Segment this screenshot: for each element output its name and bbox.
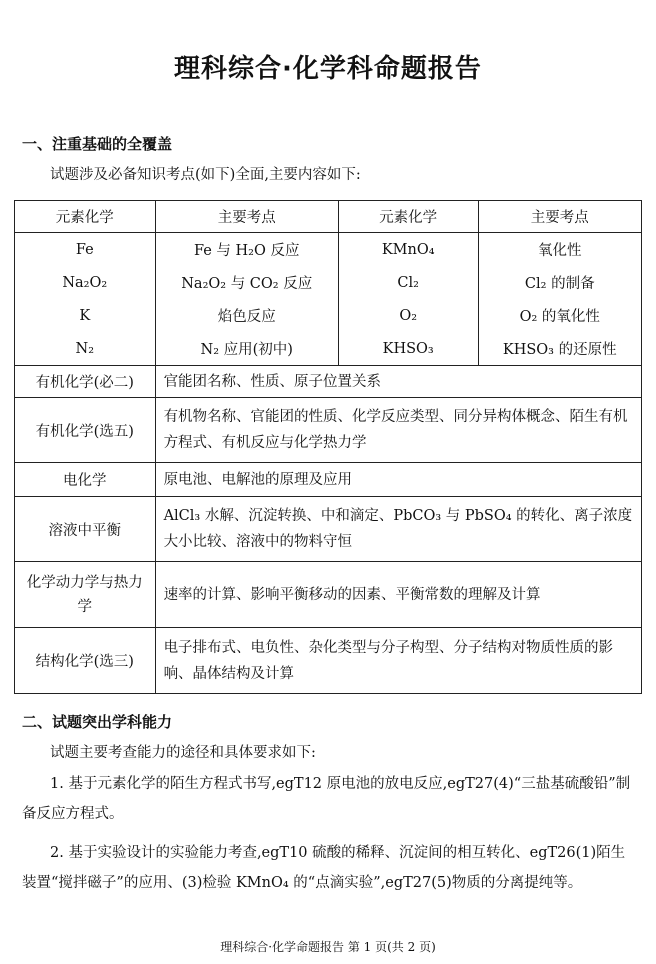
table-row	[15, 299, 642, 332]
ability-item-1: 1. 基于元素化学的陌生方程式书写,egT12 原电池的放电反应,egT27(4)“三盐基硫酸铅”制备反应方程式。	[22, 776, 631, 822]
topic-cell: 电化学	[15, 463, 156, 497]
table-cell: Cl₂ 的制备	[478, 266, 642, 299]
header-cell: 元素化学	[15, 201, 156, 233]
header-cell: 主要考点	[478, 201, 642, 233]
desc-cell: 电子排布式、电负性、杂化类型与分子构型、分子结构对物质性质的影响、晶体结构及计算	[155, 628, 641, 694]
table-row	[15, 266, 642, 299]
exam-topic-table	[14, 200, 642, 694]
desc-cell: AlCl₃ 水解、沉淀转换、中和滴定、PbCO₃ 与 PbSO₄ 的转化、离子浓度大小比较、溶液中的物料守恒	[155, 497, 641, 562]
table-cell: O₂	[338, 299, 478, 332]
table-cell: Cl₂	[338, 266, 478, 299]
topic-cell: 有机化学(选五)	[15, 398, 156, 463]
table-row	[15, 562, 642, 628]
topic-cell: 溶液中平衡	[15, 497, 156, 562]
table-header-row	[15, 201, 642, 233]
table-cell: Fe	[15, 233, 156, 267]
header-cell: 元素化学	[338, 201, 478, 233]
table-cell: KHSO₃ 的还原性	[478, 332, 642, 366]
table-row	[15, 463, 642, 497]
table-cell: O₂ 的氧化性	[478, 299, 642, 332]
desc-cell: 有机物名称、官能团的性质、化学反应类型、同分异构体概念、陌生有机方程式、有机反应与化学热力学	[155, 398, 641, 463]
table-cell: 焰色反应	[155, 299, 338, 332]
desc-cell: 原电池、电解池的原理及应用	[155, 463, 641, 497]
ability-item-2: 2. 基于实验设计的实验能力考查,egT10 硫酸的稀释、沉淀间的相互转化、egT26(1)陌生装置“搅拌磁子”的应用、(3)检验 KMnO₄ 的“点滴实验”,egT27(5)物质的分离提纯等。	[22, 845, 626, 891]
table-cell: Na₂O₂	[15, 266, 156, 299]
table-row	[15, 628, 642, 694]
section1-heading: 一、注重基础的全覆盖	[22, 135, 173, 153]
topic-cell: 结构化学(选三)	[15, 628, 156, 694]
table-cell: K	[15, 299, 156, 332]
section2-intro: 试题主要考查能力的途径和具体要求如下:	[50, 745, 316, 761]
table-row	[15, 366, 642, 398]
desc-cell: 官能团名称、性质、原子位置关系	[155, 366, 641, 398]
table-cell: 氧化性	[478, 233, 642, 267]
table-row	[15, 233, 642, 267]
page-footer: 理科综合·化学命题报告 第 1 页(共 2 页)	[220, 940, 436, 954]
table-row	[15, 497, 642, 562]
table-cell: Na₂O₂ 与 CO₂ 反应	[155, 266, 338, 299]
topic-cell: 有机化学(必二)	[15, 366, 156, 398]
table-cell: Fe 与 H₂O 反应	[155, 233, 338, 267]
header-cell: 主要考点	[155, 201, 338, 233]
table-row	[15, 398, 642, 463]
table-cell: N₂	[15, 332, 156, 366]
page-title: 理科综合·化学科命题报告	[174, 54, 482, 84]
topic-cell: 化学动力学与热力学	[15, 562, 156, 628]
desc-cell: 速率的计算、影响平衡移动的因素、平衡常数的理解及计算	[155, 562, 641, 628]
section2-heading: 二、试题突出学科能力	[22, 713, 173, 731]
table-cell: KHSO₃	[338, 332, 478, 366]
section1-intro: 试题涉及必备知识考点(如下)全面,主要内容如下:	[50, 167, 361, 183]
table-row	[15, 332, 642, 366]
table-cell: N₂ 应用(初中)	[155, 332, 338, 366]
table-cell: KMnO₄	[338, 233, 478, 267]
